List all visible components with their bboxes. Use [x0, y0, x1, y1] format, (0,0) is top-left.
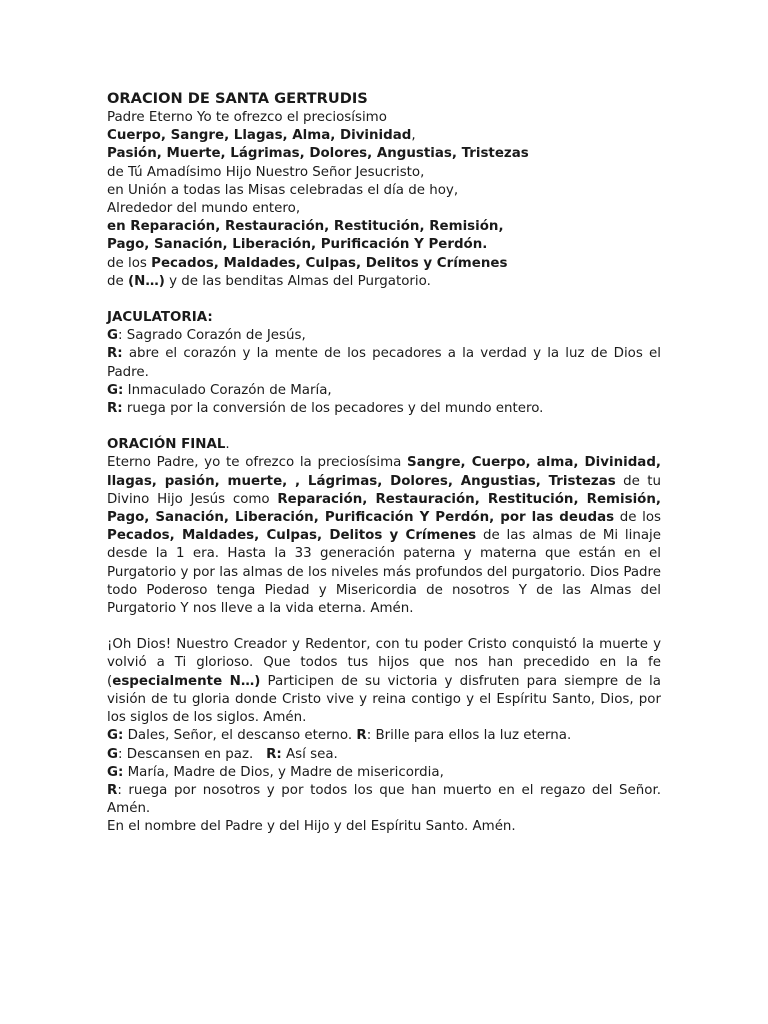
paragraph-bold-text: Sangre, Cuerpo, alma, Divinidad, llagas, pasión, muerte, , Lágrimas, Dolores, Angustias, Tristezas — [107, 455, 661, 489]
offering-text: de los — [107, 255, 152, 271]
final-prayer-section — [107, 436, 661, 618]
offering-line: Padre Eterno Yo te ofrezco el preciosísimo — [107, 110, 387, 125]
final-prayer-paragraph — [107, 454, 661, 618]
verse-line — [107, 746, 661, 764]
offering-punct: , — [411, 128, 416, 144]
offering-line: Alrededor del mundo entero, — [107, 201, 301, 217]
offering-line: en Unión a todas las Misas celebradas el día de hoy, — [107, 182, 459, 198]
closing-section — [107, 636, 661, 836]
response-label: R: — [107, 346, 123, 362]
response-line — [107, 782, 661, 818]
verse-text: María, Madre de Dios, y Madre de misericordia, — [123, 764, 444, 780]
verse-line — [107, 382, 661, 400]
response-label: R: — [107, 401, 123, 417]
response-text: abre el corazón y la mente de los pecadores a la verdad y la luz de Dios el Padre. — [107, 346, 661, 380]
response-text: : Brille para ellos la luz eterna. — [366, 728, 572, 744]
offering-section — [107, 109, 661, 291]
verse-label: G — [107, 746, 118, 762]
document-title: ORACION DE SANTA GERTRUDIS — [107, 90, 368, 107]
offering-line-bold — [107, 218, 661, 236]
offering-line-bold — [107, 236, 661, 254]
paragraph-bold-text: Reparación, Restauración, Restitución, Remisión, Pago, Sanación, Liberación, Purificación Y Perdón, por las deudas — [107, 491, 661, 526]
verse-text: Dales, Señor, el descanso eterno. — [123, 728, 357, 744]
verse-label: G — [107, 328, 118, 344]
verse-line — [107, 727, 661, 745]
paragraph-text: ¡Oh Dios! Nuestro Creador y Redentor, con tu poder Cristo conquistó la muerte y volvió a Ti glorioso. Que todos tus hijos que nos han precedido en la fe ( — [107, 637, 661, 689]
verse-text: : Sagrado Corazón de Jesús, — [118, 328, 306, 344]
offering-bold-text: Pago, Sanación, Liberación, Purificación Y Perdón. — [107, 237, 488, 253]
paragraph-text: de las almas de Mi linaje desde la 1 era. Hasta la 33 generación paterna y materna que están en el Purgatorio y por las almas de los niveles más profundos del purgatorio. Dios Padre todo Poderoso tenga Piedad y Misericordia de nosotros Y de las Almas del Purgatorio Y nos lleve a la vida eterna. Amén. — [107, 528, 662, 617]
response-text: Así sea. — [281, 746, 338, 762]
verse-label: G: — [107, 728, 124, 744]
final-heading-text: ORACIÓN FINAL — [107, 437, 226, 453]
document-page — [107, 89, 661, 837]
paragraph-text: de los — [614, 510, 661, 526]
offering-line: de Tú Amadísimo Hijo Nuestro Señor Jesucristo, — [107, 164, 425, 180]
response-label: R — [356, 728, 367, 744]
paragraph-bold-text: especialmente N…) — [112, 673, 261, 689]
response-line — [107, 345, 661, 381]
closing-final-line: En el nombre del Padre y del Hijo y del Espíritu Santo. Amén. — [107, 819, 516, 835]
offering-text: y de las benditas Almas del Purgatorio. — [164, 273, 431, 289]
closing-paragraph — [107, 636, 661, 727]
response-text: : ruega por nosotros y por todos los que han muerto en el regazo del Señor. Amén. — [107, 782, 661, 817]
verse-text: : Descansen en paz. — [118, 746, 267, 762]
offering-line-bold — [107, 127, 661, 145]
offering-bold-text: Pecados, Maldades, Culpas, Delitos y Crímenes — [151, 255, 508, 271]
offering-line-bold — [107, 145, 661, 163]
offering-bold-text: en Reparación, Restauración, Restitución, Remisión, — [107, 219, 504, 235]
verse-text: Inmaculado Corazón de María, — [123, 382, 332, 398]
verse-line — [107, 327, 661, 345]
final-heading-punct: . — [225, 437, 230, 453]
offering-text: de — [107, 273, 128, 289]
offering-bold-text: (N…) — [128, 273, 165, 289]
offering-line — [107, 255, 661, 273]
verse-label: G: — [107, 764, 124, 780]
verse-label: G: — [107, 382, 124, 398]
jaculatoria-section — [107, 309, 661, 418]
offering-bold-text: Pasión, Muerte, Lágrimas, Dolores, Angustias, Tristezas — [107, 146, 529, 162]
verse-line — [107, 764, 661, 782]
final-prayer-heading — [107, 436, 661, 454]
response-line — [107, 400, 661, 418]
offering-bold-text: Cuerpo, Sangre, Llagas, Alma, Divinidad — [107, 128, 412, 144]
response-label: R: — [266, 746, 282, 762]
paragraph-text: Participen de su victoria y disfruten para siempre de la visión de tu gloria donde Cristo vive y reina contigo y el Espíritu Santo, Dios, por los siglos de los siglos. Amén. — [107, 673, 661, 726]
response-label: R — [107, 782, 118, 798]
jaculatoria-heading: JACULATORIA: — [107, 310, 213, 326]
paragraph-text: Eterno Padre, yo te ofrezco la preciosísima — [107, 455, 408, 471]
response-text: ruega por la conversión de los pecadores y del mundo entero. — [122, 401, 544, 417]
paragraph-bold-text: Pecados, Maldades, Culpas, Delitos y Crímenes — [107, 528, 477, 544]
offering-line — [107, 273, 661, 291]
paragraph-text: de tu Divino Hijo Jesús como — [107, 473, 661, 507]
